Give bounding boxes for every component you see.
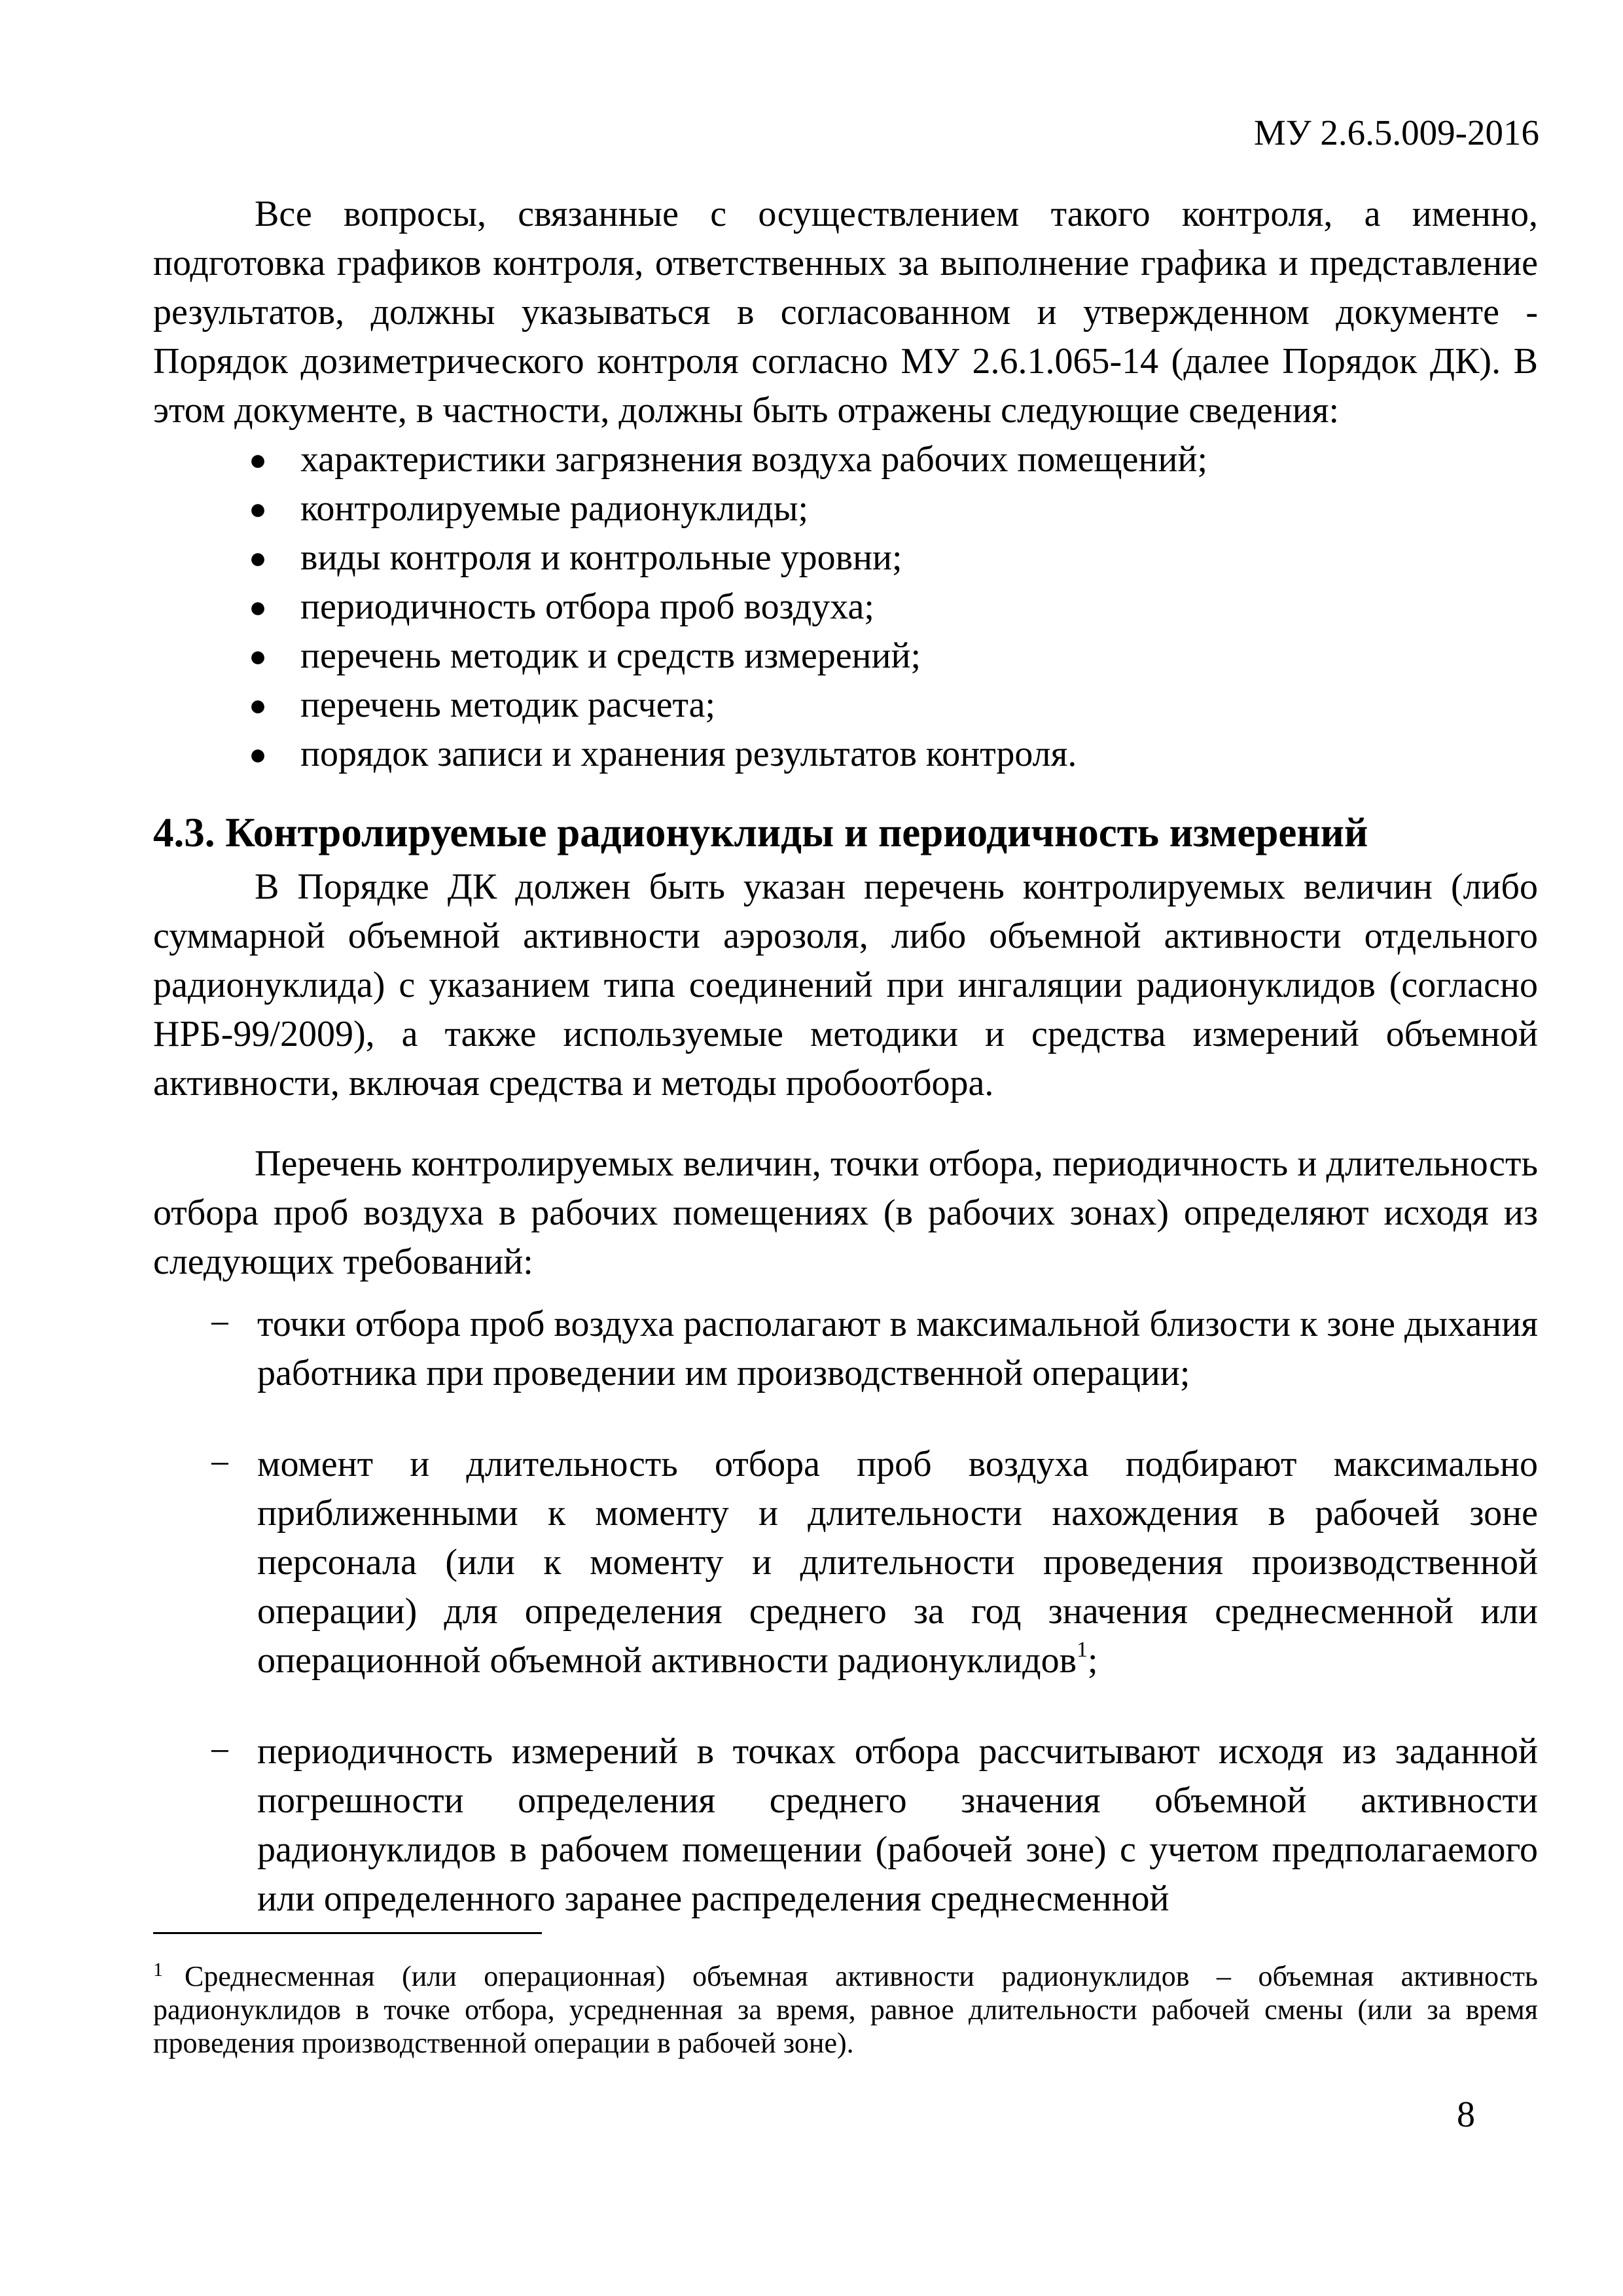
bullet-text: порядок записи и хранения результатов контроля. [300, 734, 1077, 774]
info-bullet-list [153, 435, 1538, 779]
bullet-item [153, 583, 1538, 632]
requirement-text: точки отбора проб воздуха располагают в максимальной близости к зоне дыхания работника при проведении им производственной операции; [257, 1304, 1538, 1393]
section-paragraph-2: Перечень контролируемых величин, точки отбора, периодичность и длительность отбора проб воздуха в рабочих помещениях (в рабочих зонах) определяют исходя из следующих требований: [153, 1143, 1538, 1282]
bullet-item [153, 435, 1538, 484]
document-code-header: МУ 2.6.5.009-2016 [1253, 113, 1539, 152]
footnote-text [153, 1960, 1538, 2060]
bullet-item [153, 730, 1538, 779]
requirement-text: периодичность измерений в точках отбора рассчитывают исходя из заданной погрешности определения среднего значения объемной активности радионуклидов в рабочем помещении (рабочей зоне) с учетом предполагаемого или определенного заранее распределения среднесменной [257, 1731, 1538, 1919]
bullet-item [153, 681, 1538, 730]
dash-icon: − [209, 1444, 230, 1484]
requirement-item [153, 1440, 1538, 1685]
bullet-icon: ● [249, 492, 267, 526]
dash-icon: − [209, 1731, 230, 1772]
bullet-item [153, 632, 1538, 681]
page-body [153, 190, 1538, 1924]
footnote-reference[interactable]: 1 [1077, 1638, 1088, 1662]
bullet-icon: ● [249, 639, 267, 673]
page-number: 8 [1457, 2094, 1475, 2135]
bullet-icon: ● [249, 738, 267, 771]
requirement-tail: ; [1088, 1640, 1098, 1681]
footnote-mark: 1 [153, 1959, 163, 1981]
requirement-item [153, 1300, 1538, 1398]
requirement-item [153, 1727, 1538, 1924]
dash-icon: − [209, 1304, 230, 1344]
requirements-list [153, 1300, 1538, 1924]
bullet-text: перечень методик расчета; [300, 685, 716, 725]
footnote-separator [153, 1932, 542, 1934]
bullet-icon: ● [249, 443, 267, 476]
section-heading: 4.3. Контролируемые радионуклиды и периодичность измерений [153, 810, 1368, 855]
bullet-icon: ● [249, 689, 267, 722]
footnote [153, 1960, 1538, 2060]
bullet-text: перечень методик и средств измерений; [300, 636, 921, 676]
bullet-text: периодичность отбора проб воздуха; [300, 586, 874, 627]
bullet-item [153, 533, 1538, 583]
requirement-text: момент и длительность отбора проб воздуха подбирают максимально приближенными к моменту и длительности нахождения в рабочей зоне персонала (или к моменту и длительности проведения производственной операции) для определения среднего за год значения среднесменной или операционной объемной активности радионуклидов [257, 1444, 1538, 1681]
footnote-body: Среднесменная (или операционная) объемная активности радионуклидов – объемная активность радионуклидов в точке отбора, усредненная за время, равное длительности рабочей смены (или за время проведения производственной операции в рабочей зоне). [153, 1960, 1538, 2059]
intro-paragraph: Все вопросы, связанные с осуществлением такого контроля, а именно, подготовка графиков контроля, ответственных за выполнение графика и представление результатов, должны указываться в согласованном и утвержденном документе - Порядок дозиметрического контроля согласно МУ 2.6.1.065-14 (далее Порядок ДК). В этом документе, в частности, должны быть отражены следующие сведения: [153, 194, 1538, 431]
bullet-icon: ● [249, 541, 267, 575]
bullet-text: контролируемые радионуклиды; [300, 488, 809, 529]
bullet-text: характеристики загрязнения воздуха рабочих помещений; [300, 439, 1207, 480]
bullet-icon: ● [249, 590, 267, 624]
bullet-text: виды контроля и контрольные уровни; [300, 537, 902, 578]
bullet-item [153, 484, 1538, 533]
section-paragraph-1: В Порядке ДК должен быть указан перечень контролируемых величин (либо суммарной объемной активности аэрозоля, либо объемной активности отдельного радионуклида) с указанием типа соединений при ингаляции радионуклидов (согласно НРБ-99/2009), а также используемые методики и средства измерений объемной активности, включая средства и методы пробоотбора. [153, 867, 1538, 1103]
